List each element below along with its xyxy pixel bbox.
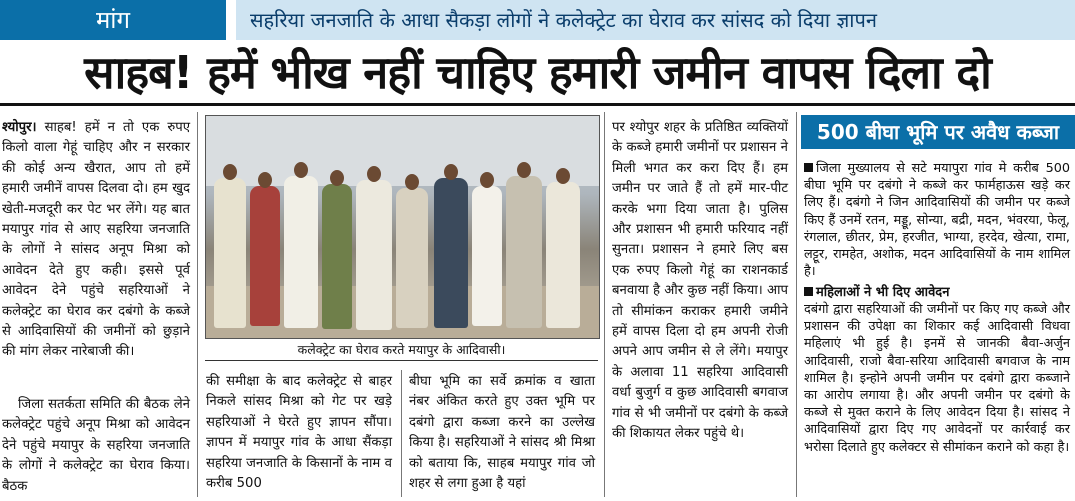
photo-person [356,180,392,330]
sidebar-title: 500 बीघा भूमि पर अवैध कब्जा [801,115,1075,149]
column-divider [604,112,605,497]
photo-person [322,184,352,329]
square-bullet-icon [804,287,813,296]
sidebar-subheading-text: महिलाओं ने भी दिए आवेदन [816,285,950,300]
photo-caption: कलेक्ट्रेट का घेराव करते मयापुर के आदिवासी। [205,340,598,361]
column-3-text: बीघा भूमि का सर्वे क्रमांक व खाता नंबर अंकित करते हुए उक्त भूमि पर दबंगो द्वारा कब्जा करने का उल्लेख किया है। सहरियाओं ने सांसद श्री मिश्रा को बताया कि, साहब मयापुर गांव जो शहर से लगा हुआ है यहां [409,374,595,492]
sidebar-para-2 [804,301,1070,456]
column-1-lower [2,395,190,497]
news-photo [205,115,600,339]
top-bar [0,0,1075,40]
column-1-para-1 [2,118,190,363]
column-divider [197,112,198,497]
photo-head [444,164,458,180]
photo-person [434,178,468,328]
column-2-text: की समीक्षा के बाद कलेक्ट्रेट से बाहर निकले सांसद मिश्रा को गेट पर खड़े सहरियाओं ने घेरते हुए ज्ञापन सौंपा। ज्ञापन में मयापुर गांव के आधा सैंकड़ा सहरिया जनजाति के किसानों के नाम व करीब 500 [206,374,392,492]
dateline: श्योपुर। [2,120,37,135]
photo-head [258,172,272,188]
photo-head [405,174,419,190]
column-2 [206,372,392,494]
photo-person [284,176,318,328]
sidebar-divider [796,112,797,497]
column-4-text: पर श्योपुर शहर के प्रतिष्ठित व्यक्तियों के कब्जे हमारी जमीनों पर प्रशासन ने मिली भगत कर करा दिए हैं। हम जमीन पर जाते हैं तो हमें मार-पीट करके भगा दिया जाता है। पुलिस और प्रशासन भी हमारी फरियाद नहीं सुनता। प्रशासन ने हमारे लिए बस एक रुपए किलो गेहूं का राशनकार्ड बनवाया है और कुछ नहीं किया। आप तो सीमांकन कराकर हमारी जमीने हमें वापस दिला दो हम अपनी रोजी अपने आप जमीन से ले लेंगे। मयापुर के अलावा 11 सहरिया आदिवासी वर्धा बुजुर्ग व कुछ आदिवासी बगवाज गांव से भी जमीनों पर दबंगो के कब्जे की शिकायत लेकर पहुंचे थे। [612,120,788,442]
headline: साहब! हमें भीख नहीं चाहिए हमारी जमीन वापस दिला दो [84,46,991,99]
photo-person [472,186,502,326]
headline-rule [0,103,1075,106]
photo-person [506,176,542,328]
photo-head [556,168,570,184]
photo-person [214,178,246,328]
column-3 [409,372,595,494]
column-1-para-2: जिला सतर्कता समिति की बैठक लेने कलेक्ट्रेट पहुंचे अनूप मिश्रा को आवेदन देने पहुंचे मयापुर के सहरिया जनजाति के लोगों ने कलेक्ट्रेट का घेराव किया। बैठक [2,397,190,494]
column-1-text: साहब! हमें न तो एक रुपए किलो वाला गेहूं चाहिए और न सरकार की कोई अन्य खैरात, आप तो हमें हमारी जमीनें वापस दिलवा दो। हम खुद खेती-मजदूरी कर पेट भर लेंगे। यह बात मयापुर गांव से आए सहरिया जनजाति के लोगों ने सांसद अनूप मिश्रा को आवेदन देते हुए कही। इससे पूर्व आवेदन देने पहुंचे सहरियाओं ने कलेक्ट्रेट का घेराव कर दबंगो के कब्जे से आदिवासियों की जमीनों को छुड़ाने की मांग लेकर नारेबाजी की। [2,120,190,360]
column-4 [612,118,788,445]
photo-person [546,182,580,328]
square-bullet-icon [804,163,813,172]
photo-head [480,172,494,188]
kicker-line: सहरिया जनजाति के आधा सैकड़ा लोगों ने कलेक्ट्रेट का घेराव कर सांसद को दिया ज्ञापन [236,0,1075,40]
photo-head [223,164,237,180]
photo-head [367,166,381,182]
photo-person [396,188,428,328]
sidebar-para-1 [804,160,1070,280]
sidebar-text-2: दबंगो द्वारा सहरियाओं की जमीनों पर किए गए कब्जे और प्रशासन की उपेक्षा का शिकार कई आदिवासी विधवा महिलाएं भी हुई है। इनमें से जानकी बैवा-अर्जुन आदिवासी, राजो बैवा-सरिया आदिवासी बगवाज के नाम शामिल है। इन्होने अपनी जमीन पर दबंगो द्वारा कब्जाने का आरोप लगाया है। और अपनी जमीन पर दबंगो के कब्जे से मुक्त कराने के लिए आवेदन दिया है। सांसद ने आदिवासियों द्वारा दिए गए आवेदनों पर कार्रवाई कर भरोसा दिलाते हुए कलेक्टर से सीमांकन कराने को कहा है। [804,302,1070,455]
section-tag: मांग [0,0,226,40]
column-divider [401,370,402,497]
sidebar-text-1: जिला मुख्यालय से सटे मयापुरा गांव मे करीब 500 बीघा भूमि पर दबंगो ने कब्जे कर फार्महाऊस खड़े कर लिए हैं। दबंगो ने जिन आदिवासियों की जमीन पर कब्जे किए हैं उनमें रतन, मड्डू, सोन्या, बद्री, मदन, भंवरया, फेलू, रंगलाल, छीतर, प्रेम, हरजीत, भाग्या, हरदेव, खेत्या, रामा, लट्टूर, रामहेत, अशोक, मदन आदिवासियों के नाम शामिल है। [804,161,1070,280]
photo-person [250,186,280,326]
sidebar-subheading [804,284,1070,301]
photo-head [517,162,531,178]
column-1 [2,118,190,363]
photo-head [294,162,308,178]
photo-head [330,170,344,186]
